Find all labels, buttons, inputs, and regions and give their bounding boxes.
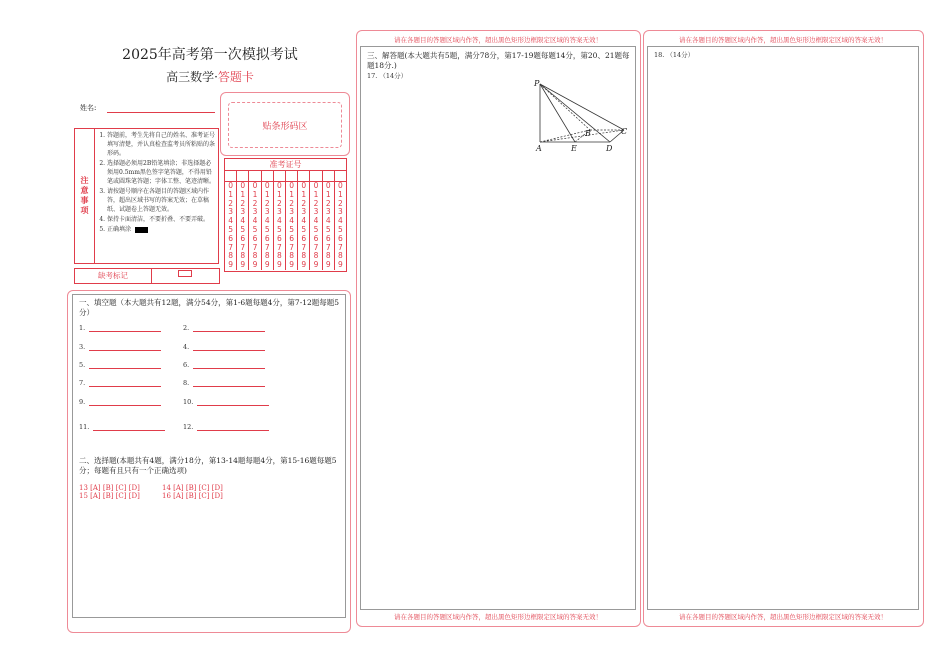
exam-id-digit-bubble[interactable]: 9: [228, 260, 233, 270]
exam-id-digit-bubble[interactable]: 7: [338, 242, 343, 252]
exam-id-digit-bubble[interactable]: 5: [264, 224, 270, 234]
warning-bottom-right: 请在各题目的答题区域内作答，超出黑色矩形边框限定区域的答案无效！: [679, 613, 887, 621]
question-17-label: 17. （14分）: [367, 72, 408, 80]
exam-id-digit-bubble[interactable]: 2: [277, 198, 282, 208]
exam-id-digit-bubble[interactable]: 0: [264, 181, 270, 190]
exam-id-digit-bubble[interactable]: 9: [301, 260, 307, 270]
exam-id-column: [225, 182, 237, 270]
exam-id-digit-bubble[interactable]: 2: [228, 198, 233, 208]
exam-id-digit-bubble[interactable]: 1: [277, 189, 282, 199]
answer-line[interactable]: [89, 398, 161, 406]
exam-id-digit-bubble[interactable]: 2: [252, 198, 258, 208]
exam-id-digit-bubble[interactable]: 0: [277, 181, 282, 190]
exam-id-digit-bubble[interactable]: 4: [313, 216, 319, 226]
exam-id-digit-bubble[interactable]: 8: [289, 251, 294, 261]
notice-item: 3. 请按题号顺序在各题目的答题区域内作答，超出区域书写的答案无效；在草稿纸、试题卷上答题无效。: [107, 187, 215, 214]
exam-id-digit-bubble[interactable]: 7: [277, 242, 282, 252]
exam-id-label: 准考证号: [225, 159, 346, 171]
answer-line[interactable]: [193, 379, 265, 387]
exam-id-digit-bubble[interactable]: 3: [301, 207, 307, 217]
exam-id-digit-bubble[interactable]: 9: [252, 260, 258, 270]
exam-id-digit-bubble[interactable]: 1: [228, 189, 233, 199]
barcode-label: 贴条形码区: [228, 102, 342, 148]
answer-line[interactable]: [93, 423, 165, 431]
exam-id-digit-bubble[interactable]: 0: [301, 181, 307, 190]
exam-id-digit-bubble[interactable]: 2: [325, 198, 331, 208]
exam-id-digit-bubble[interactable]: 5: [325, 224, 331, 234]
exam-id-write-cell[interactable]: [274, 171, 286, 181]
exam-id-digit-bubble[interactable]: 6: [313, 233, 319, 243]
fill-in-blank-3[interactable]: [79, 343, 161, 351]
exam-id-digit-bubble[interactable]: 5: [240, 224, 246, 234]
exam-id-digit-bubble[interactable]: 9: [240, 260, 246, 270]
exam-id-digit-bubble[interactable]: 0: [228, 181, 233, 190]
answer-line[interactable]: [89, 379, 161, 387]
fill-in-blank-9[interactable]: [79, 398, 161, 406]
exam-id-digit-bubble[interactable]: 7: [313, 242, 319, 252]
exam-id-digit-bubble[interactable]: 1: [325, 189, 331, 199]
question-18-label: 18. （14分）: [654, 51, 695, 59]
exam-id-write-cell[interactable]: [323, 171, 335, 181]
exam-id-digit-bubble[interactable]: 5: [301, 224, 307, 234]
name-line[interactable]: [107, 105, 215, 113]
warning-top-right: 请在各题目的答题区域内作答，超出黑色矩形边框限定区域的答案无效！: [679, 36, 887, 44]
fill-in-blank-8[interactable]: [183, 379, 265, 387]
fill-in-blank-6[interactable]: [183, 361, 265, 369]
exam-id-digit-bubble[interactable]: 7: [264, 242, 270, 252]
exam-id-digit-bubble[interactable]: 4: [228, 216, 233, 226]
blank-number: 4.: [183, 343, 190, 351]
exam-id-digit-bubble[interactable]: 8: [228, 251, 233, 261]
answer-line[interactable]: [89, 343, 161, 351]
absent-checkbox[interactable]: [178, 270, 192, 277]
exam-id-digit-bubble[interactable]: 4: [277, 216, 282, 226]
answer-line[interactable]: [197, 398, 269, 406]
exam-id-write-cell[interactable]: [249, 171, 261, 181]
exam-id-grid: [224, 158, 347, 272]
exam-id-digit-bubble[interactable]: 4: [325, 216, 331, 226]
exam-id-digit-bubble[interactable]: 3: [228, 207, 233, 217]
warning-top-mid: 请在各题目的答题区域内作答，超出黑色矩形边框限定区域的答案无效！: [394, 36, 602, 44]
exam-id-digit-bubble[interactable]: 5: [289, 224, 294, 234]
exam-id-column: [335, 182, 346, 270]
blank-number: 10.: [183, 398, 194, 406]
blank-number: 5.: [79, 361, 86, 369]
exam-id-digit-bubble[interactable]: 3: [264, 207, 270, 217]
exam-id-digit-bubble[interactable]: 9: [264, 260, 270, 270]
fill-in-blank-11[interactable]: [79, 423, 165, 431]
exam-id-write-cell[interactable]: [310, 171, 322, 181]
exam-id-digit-bubble[interactable]: 3: [289, 207, 294, 217]
exam-id-digit-bubble[interactable]: 6: [240, 233, 246, 243]
notice-body: [93, 128, 219, 264]
exam-id-digit-bubble[interactable]: 8: [338, 251, 343, 261]
exam-id-digit-bubble[interactable]: 6: [338, 233, 343, 243]
exam-id-digit-bubble[interactable]: 3: [325, 207, 331, 217]
exam-id-write-cell[interactable]: [286, 171, 298, 181]
answer-line[interactable]: [89, 361, 161, 369]
exam-id-digit-bubble[interactable]: 0: [240, 181, 246, 190]
exam-id-digit-bubble[interactable]: 7: [252, 242, 258, 252]
exam-id-digit-bubble[interactable]: 7: [301, 242, 307, 252]
exam-id-digit-bubble[interactable]: 5: [338, 224, 343, 234]
exam-id-digit-bubble[interactable]: 8: [325, 251, 331, 261]
choice-row-13[interactable]: 13 [A] [B] [C] [D]: [79, 484, 140, 492]
exam-title: 2025年高考第一次模拟考试: [122, 47, 298, 63]
exam-id-digit-bubble[interactable]: 6: [289, 233, 294, 243]
exam-id-digit-bubble[interactable]: 3: [313, 207, 319, 217]
exam-id-digit-bubble[interactable]: 6: [277, 233, 282, 243]
notice-item: 1. 答题前，考生先将自己的姓名、准考证号填写清楚，并认真检查监考员所粘贴的条形码。: [107, 131, 215, 158]
exam-id-digit-bubble[interactable]: 1: [301, 189, 307, 199]
blank-number: 12.: [183, 423, 194, 431]
fill-in-blank-12[interactable]: [183, 423, 269, 431]
blank-number: 6.: [183, 361, 190, 369]
exam-id-digit-bubble[interactable]: 9: [277, 260, 282, 270]
blank-number: 7.: [79, 379, 86, 387]
name-label: 姓名:: [80, 104, 97, 112]
exam-id-column: [310, 182, 322, 270]
exam-id-digit-bubble[interactable]: 0: [252, 181, 258, 190]
exam-id-column: [274, 182, 286, 270]
exam-id-digit-bubble[interactable]: 9: [338, 260, 343, 270]
exam-id-digit-bubble[interactable]: 9: [313, 260, 319, 270]
blank-number: 2.: [183, 324, 190, 332]
notice-label: 注意事项: [74, 128, 95, 264]
figure-label-c: C: [621, 127, 628, 136]
exam-id-digit-bubble[interactable]: 7: [240, 242, 246, 252]
exam-id-digit-bubble[interactable]: 1: [264, 189, 270, 199]
exam-id-digit-bubble[interactable]: 0: [313, 181, 319, 190]
exam-id-digit-bubble[interactable]: 1: [313, 189, 319, 199]
exam-id-digit-bubble[interactable]: 6: [264, 233, 270, 243]
exam-id-digit-bubble[interactable]: 8: [301, 251, 307, 261]
choice-title: 二、选择题(本题共有4题，满分18分，第13-14题每题4分，第15-16题每题5分；每题有且只有一个正确选项): [79, 456, 337, 475]
blank-number: 1.: [79, 324, 86, 332]
exam-id-digit-bubble[interactable]: 4: [240, 216, 246, 226]
exam-id-digit-bubble[interactable]: 3: [252, 207, 258, 217]
blank-number: 9.: [79, 398, 86, 406]
correct-fill-sample: [135, 227, 148, 233]
figure-label-d: D: [606, 144, 613, 153]
exam-id-digit-bubble[interactable]: 2: [338, 198, 343, 208]
exam-id-digit-bubble[interactable]: 2: [301, 198, 307, 208]
exam-id-digit-bubble[interactable]: 0: [325, 181, 331, 190]
exam-id-digit-bubble[interactable]: 5: [228, 224, 233, 234]
choice-row-14[interactable]: 14 [A] [B] [C] [D]: [162, 484, 223, 492]
absent-mark: [74, 268, 220, 284]
choice-row-16[interactable]: 16 [A] [B] [C] [D]: [162, 492, 223, 500]
exam-id-digit-bubble[interactable]: 7: [289, 242, 294, 252]
exam-id-digit-bubble[interactable]: 9: [325, 260, 331, 270]
fill-in-blank-5[interactable]: [79, 361, 161, 369]
subject-label: 高三数学·: [166, 70, 218, 84]
exam-id-column: [237, 182, 249, 270]
exam-id-digit-bubble[interactable]: 6: [228, 233, 233, 243]
exam-subtitle: [70, 68, 350, 85]
exam-id-digit-bubble[interactable]: 1: [289, 189, 294, 199]
blank-number: 3.: [79, 343, 86, 351]
exam-id-digit-bubble[interactable]: 9: [289, 260, 294, 270]
exam-id-column: [262, 182, 274, 270]
exam-id-digit-bubble[interactable]: 3: [240, 207, 246, 217]
figure-label-p: P: [534, 79, 540, 88]
exam-id-column: [298, 182, 310, 270]
absent-label: 缺考标记: [75, 269, 152, 283]
exam-id-digit-bubble[interactable]: 8: [240, 251, 246, 261]
exam-id-digit-bubble[interactable]: 2: [240, 198, 246, 208]
exam-id-digit-bubble[interactable]: 8: [313, 251, 319, 261]
answer-line[interactable]: [197, 423, 269, 431]
exam-id-digit-bubble[interactable]: 4: [252, 216, 258, 226]
answer-area-18[interactable]: [647, 46, 919, 610]
fill-in-blank-7[interactable]: [79, 379, 161, 387]
geometry-figure: [530, 78, 635, 153]
name-field[interactable]: [80, 103, 215, 113]
exam-id-digit-bubble[interactable]: 6: [325, 233, 331, 243]
answer-line[interactable]: [193, 324, 265, 332]
fill-in-title: 一、填空题（本大题共有12题，满分54分，第1-6题每题4分，第7-12题每题5分）: [79, 298, 340, 317]
choice-row-15[interactable]: 15 [A] [B] [C] [D]: [79, 492, 140, 500]
exam-id-digit-bubble[interactable]: 0: [289, 181, 294, 190]
answer-line[interactable]: [193, 361, 265, 369]
exam-id-digit-bubble[interactable]: 8: [277, 251, 282, 261]
fill-in-blank-1[interactable]: [79, 324, 161, 332]
exam-id-digit-bubble[interactable]: 5: [252, 224, 258, 234]
answer-section-title: 三、解答题(本大题共有5题，满分78分，第17-19题每题14分，第20、21题每题18分.): [367, 51, 630, 70]
notice-item: 2. 选择题必须用2B铅笔填涂；非选择题必须用0.5mm黑色签字笔答题，不得用铅笔或圆珠笔答题；字体工整、笔迹清晰。: [107, 159, 215, 186]
exam-id-digit-bubble[interactable]: 2: [264, 198, 270, 208]
exam-id-digit-bubble[interactable]: 3: [338, 207, 343, 217]
exam-id-digit-bubble[interactable]: 4: [264, 216, 270, 226]
blank-number: 11.: [79, 423, 90, 431]
exam-id-digit-bubble[interactable]: 1: [252, 189, 258, 199]
exam-id-digit-bubble[interactable]: 5: [313, 224, 319, 234]
notice-item: 4. 保持卡面清洁，不要折叠、不要弄破。: [107, 215, 215, 224]
exam-id-digit-bubble[interactable]: 4: [301, 216, 307, 226]
exam-id-digit-bubble[interactable]: 0: [338, 181, 343, 190]
fill-in-blank-10[interactable]: [183, 398, 269, 406]
exam-id-write-cell[interactable]: [335, 171, 346, 181]
exam-id-digit-bubble[interactable]: 1: [240, 189, 246, 199]
exam-id-column: [286, 182, 298, 270]
exam-id-digit-bubble[interactable]: 3: [277, 207, 282, 217]
exam-id-digit-bubble[interactable]: 8: [264, 251, 270, 261]
notice-item: 5. 正确填涂: [107, 225, 215, 234]
answer-line[interactable]: [89, 324, 161, 332]
exam-id-write-cell[interactable]: [298, 171, 310, 181]
exam-id-write-cell[interactable]: [237, 171, 249, 181]
exam-id-bubbles[interactable]: [225, 182, 346, 270]
figure-label-a: A: [536, 144, 542, 153]
exam-id-column: [323, 182, 335, 270]
exam-id-column: [249, 182, 261, 270]
exam-id-digit-bubble[interactable]: 7: [325, 242, 331, 252]
exam-id-digit-bubble[interactable]: 5: [277, 224, 282, 234]
blank-number: 8.: [183, 379, 190, 387]
answer-card-label: 答题卡: [217, 70, 254, 84]
exam-id-write-cell[interactable]: [225, 171, 237, 181]
fill-in-blank-4[interactable]: [183, 343, 265, 351]
exam-id-digit-bubble[interactable]: 2: [313, 198, 319, 208]
exam-id-digit-bubble[interactable]: 2: [289, 198, 294, 208]
exam-id-digit-bubble[interactable]: 8: [252, 251, 258, 261]
fill-in-blank-2[interactable]: [183, 324, 265, 332]
exam-id-write-cell[interactable]: [262, 171, 274, 181]
exam-id-digit-bubble[interactable]: 4: [338, 216, 343, 226]
exam-id-digit-bubble[interactable]: 4: [289, 216, 294, 226]
answer-line[interactable]: [193, 343, 265, 351]
exam-id-digit-bubble[interactable]: 7: [228, 242, 233, 252]
figure-label-e: E: [571, 144, 577, 153]
warning-bottom-mid: 请在各题目的答题区域内作答，超出黑色矩形边框限定区域的答案无效！: [394, 613, 602, 621]
exam-id-digit-bubble[interactable]: 6: [252, 233, 258, 243]
figure-label-b: B: [585, 129, 591, 138]
exam-id-digit-bubble[interactable]: 6: [301, 233, 307, 243]
exam-id-digit-bubble[interactable]: 1: [338, 189, 343, 199]
